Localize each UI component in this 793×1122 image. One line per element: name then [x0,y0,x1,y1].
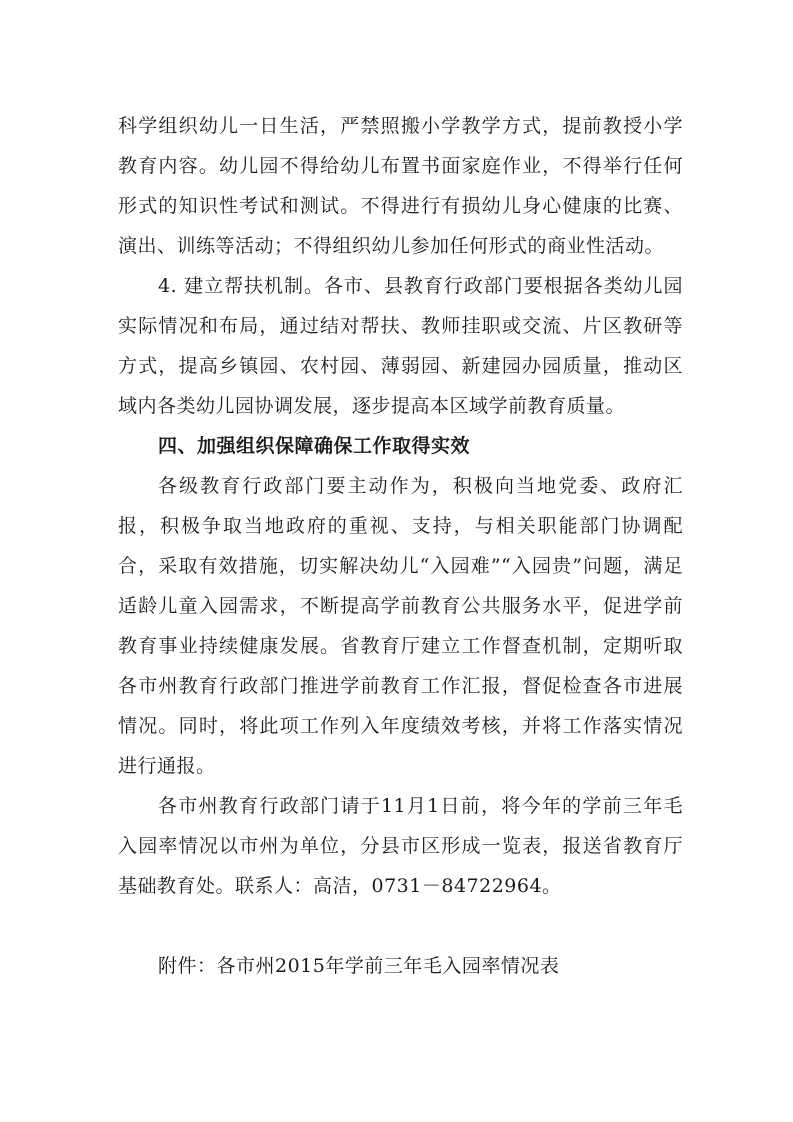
attachment-note: 附件：各市州2015年学前三年毛入园率情况表 [158,955,560,977]
paragraph-kindergarten-daily-life: 科学组织幼儿一日生活，严禁照搬小学教学方式，提前教授小学教育内容。幼儿园不得给幼儿布置书面家庭作业，不得举行任何形式的知识性考试和测试。不得进行有损幼儿身心健康的比赛、演出、训练等活动；不得组织幼儿参加任何形式的商业性活动。 [118,115,683,257]
paragraph-reporting-request: 各市州教育行政部门请于11月1日前，将今年的学前三年毛入园率情况以市州为单位，分县市区形成一览表，报送省教育厅基础教育处。联系人：高洁，0731－84722964。 [118,795,683,897]
section-heading-organizational-guarantee: 四、加强组织保障确保工作取得实效 [158,435,471,457]
paragraph-assistance-mechanism: 4. 建立帮扶机制。各市、县教育行政部门要根据各类幼儿园实际情况和布局，通过结对帮扶、教师挂职或交流、片区教研等方式，提高乡镇园、农村园、薄弱园、新建园办园质量，推动区域内各类幼儿园协调发展，逐步提高本区域学前教育质量。 [118,275,683,417]
paragraph-education-departments-duties: 各级教育行政部门要主动作为，积极向当地党委、政府汇报，积极争取当地政府的重视、支持，与相关职能部门协调配合，采取有效措施，切实解决幼儿“入园难”“入园贵”问题，满足适龄儿童入园需求，不断提高学前教育公共服务水平，促进学前教育事业持续健康发展。省教育厅建立工作督查机制，定期听取各市州教育行政部门推进学前教育工作汇报，督促检查各市进展情况。同时，将此项工作列入年度绩效考核，并将工作落实情况进行通报。 [118,475,683,777]
